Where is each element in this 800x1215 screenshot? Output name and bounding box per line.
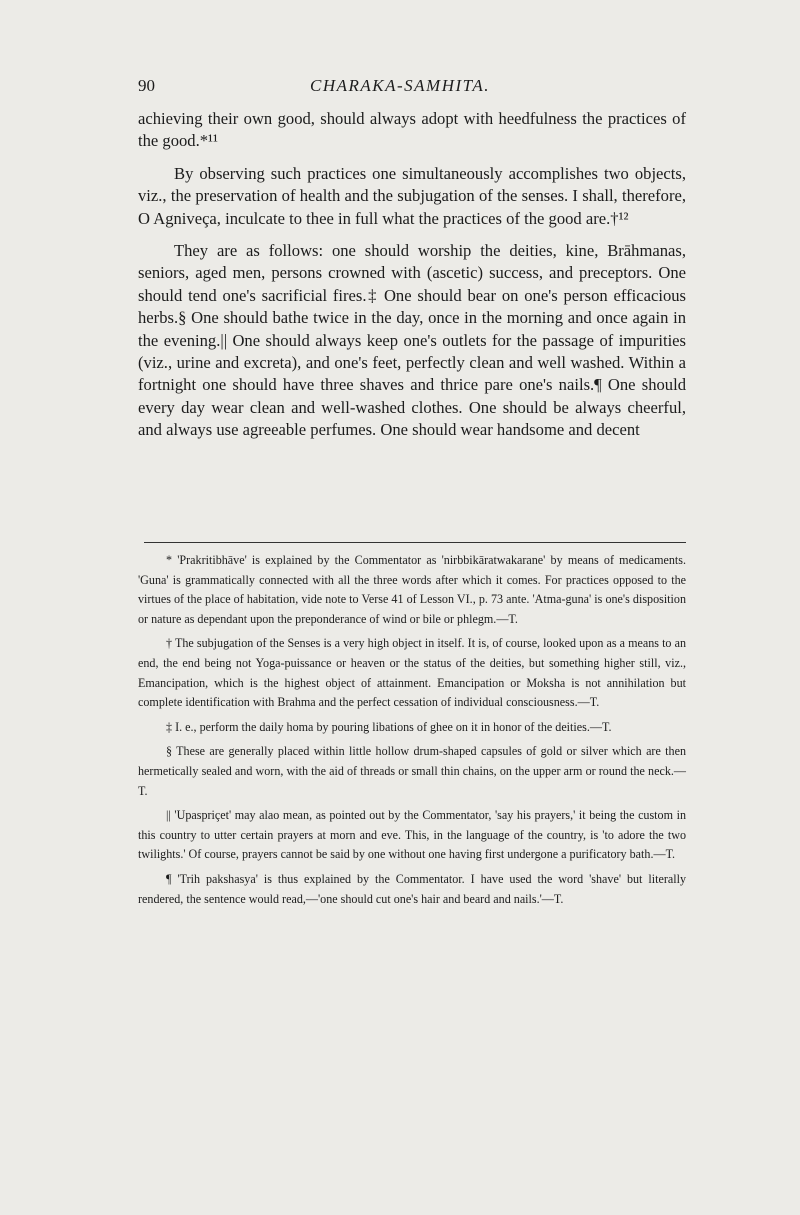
body-paragraph: They are as follows: one should worship the deities, kine, Brāhmanas, seniors, aged men, persons crowned with (ascetic) success, and preceptors. One should tend one's sacrificial fires.‡ One should bear on one's person efficacious herbs.§ One should bathe twice in the day, once in the morning and once again in the evening.|| One should always keep one's outlets for the passage of impurities (viz., urine and excreta), and one's feet, perfectly clean and well washed. Within a fortnight one should have three shaves and thrice pare one's nails.¶ One should every day wear clean and well-washed clothes. One should be always cheerful, and always use agreeable perfumes. One should wear handsome and decent bbox=[138, 241, 686, 440]
footnote-divider bbox=[144, 542, 686, 543]
footnotes bbox=[138, 551, 686, 914]
footnote: ¶ 'Trih pakshasya' is thus explained by the Commentator. I have used the word 'shave' but literally rendered, the sentence would read,—'one should cut one's hair and beard and nails.'—T. bbox=[138, 871, 686, 906]
footnote: § These are generally placed within little hollow drum-shaped capsules of gold or silver which are then hermetically sealed and worn, with the aid of threads or small thin chains, on the upper arm or round the neck.—T. bbox=[138, 744, 686, 798]
footnote: || 'Upaspriçet' may alao mean, as pointed out by the Commentator, 'say his prayers,' it being the custom in this country to utter certain prayers at morn and eve. This, in the language of the country, is 'to adore the two twilights.' Of course, prayers cannot be said by one without one having first undergone a purificatory bath.—T. bbox=[138, 808, 686, 862]
footnote: † The subjugation of the Senses is a very high object in itself. It is, of course, looked upon as a means to an end, the end being not Yoga-puissance or heaven or the status of the deities, but something higher still, viz., Emancipation, which is the highest object of attainment. Emancipation or Moksha is not annihilation but complete identification with Brahma and the perfect cessation of individual consciousness.—T. bbox=[138, 636, 686, 710]
page-number: 90 bbox=[138, 76, 155, 95]
footnote: ‡ I. e., perform the daily homa by pouring libations of ghee on it in honor of the deities.—T. bbox=[166, 719, 612, 734]
running-head bbox=[138, 76, 688, 100]
body-paragraph: By observing such practices one simultaneously accomplishes two objects, viz., the preservation of health and the subjugation of the senses. I shall, therefore, O Agniveça, inculcate to thee in full what the practices of the good are.†¹² bbox=[138, 163, 686, 228]
running-title: CHARAKA-SAMHITA. bbox=[310, 76, 490, 95]
main-text bbox=[138, 108, 686, 452]
footnote: * 'Prakritibhāve' is explained by the Commentator as 'nirbbikāratwakarane' by means of medicaments. 'Guna' is grammatically connected with all the three words after which it comes. For practices opposed to the virtues of the place of habitation, vide note to Verse 41 of Lesson VI., p. 73 ante. 'Atma-guna' is one's disposition or nature as dependant upon the preponderance of wind or bile or phlegm.—T. bbox=[138, 553, 686, 626]
body-paragraph: achieving their own good, should always adopt with heedfulness the practices of the good.*¹¹ bbox=[138, 109, 686, 151]
